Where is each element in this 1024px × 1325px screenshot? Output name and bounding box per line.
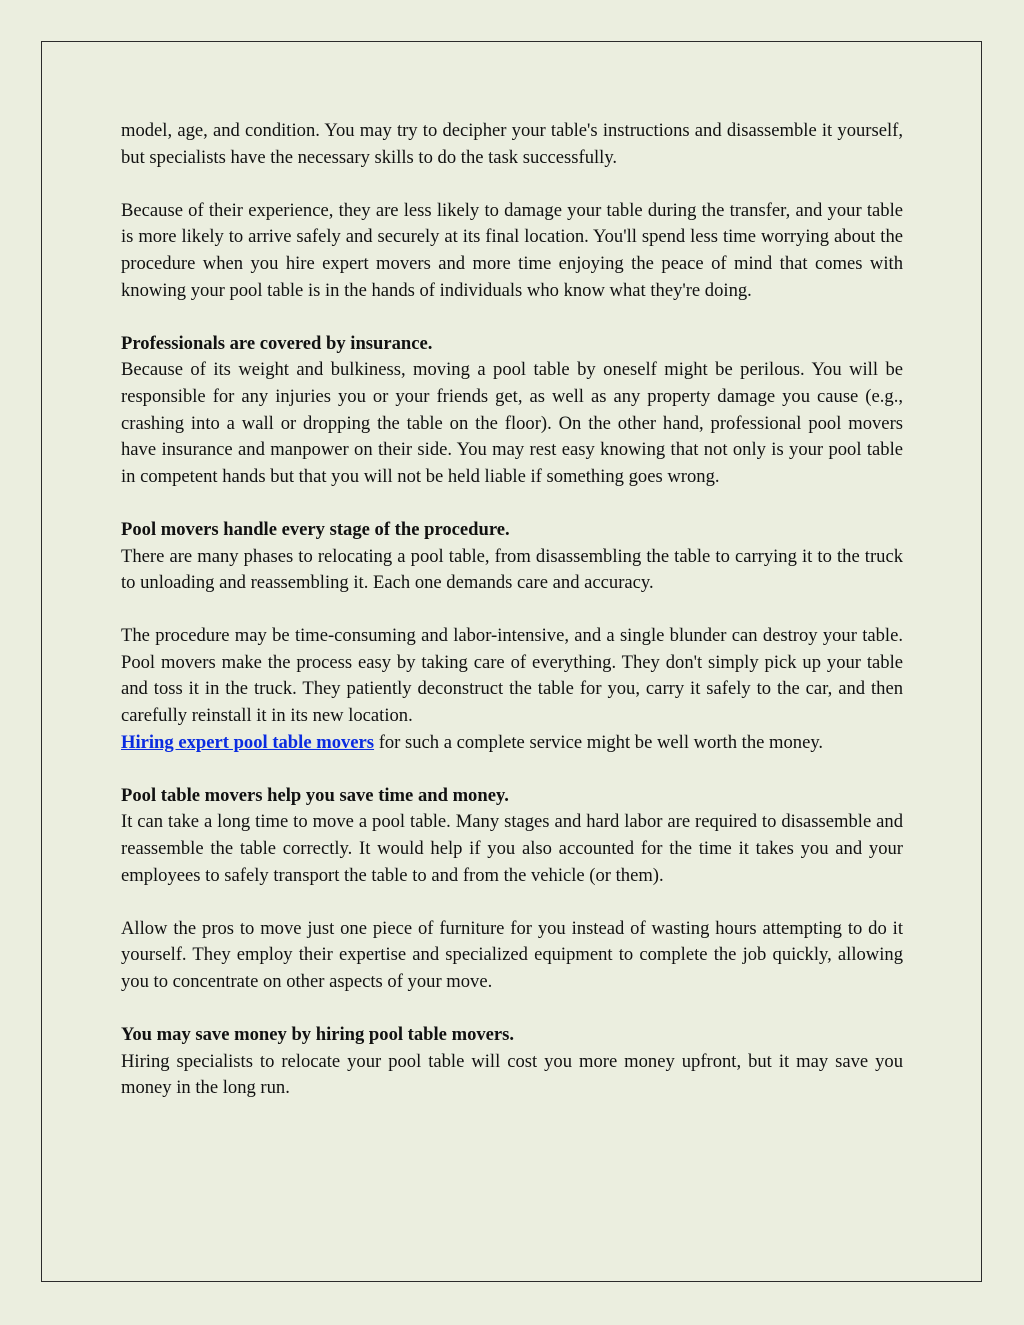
heading-every-stage: Pool movers handle every stage of the procedure.	[121, 518, 510, 540]
paragraph-allow-pros: Allow the pros to move just one piece of furniture for you instead of wasting hours attempting to do it yourself. They employ their expertise and specialized equipment to complete the job quickly, allowing you to concentrate on other aspects of your move.	[121, 917, 903, 992]
section-save-money	[121, 1022, 903, 1102]
paragraph-phases: There are many phases to relocating a pool table, from disassembling the table to carrying it to the truck to unloading and reassembling it. Each one demands care and accuracy.	[121, 545, 903, 594]
heading-insurance: Professionals are covered by insurance.	[121, 332, 433, 354]
paragraph-procedure-text: The procedure may be time-consuming and labor-intensive, and a single blunder can destroy your table. Pool movers make the process easy by taking care of everything. They don't simply pick up your table and toss it in the truck. They patiently deconstruct the table for you, carry it safely to the car, and then carefully reinstall it in its new location.	[121, 625, 903, 727]
link-tail-text: for such a complete service might be well worth the money.	[374, 731, 824, 753]
heading-save-money: You may save money by hiring pool table movers.	[121, 1024, 515, 1046]
paragraph-model-age: model, age, and condition. You may try to decipher your table's instructions and disassemble it yourself, but specialists have the necessary skills to do the task successfully.	[121, 120, 903, 168]
paragraph-insurance: Because of its weight and bulkiness, moving a pool table by oneself might be perilous. You will be responsible for any injuries you or your friends get, as well as any property damage you cause (e.g., crashing into a wall or dropping the table on the floor). On the other hand, professional pool movers have insurance and manpower on their side. You may rest easy knowing that not only is your pool table in competent hands but that you will not be held liable if something goes wrong.	[121, 359, 903, 487]
document-body	[121, 118, 903, 1129]
paragraph-specialists: Hiring specialists to relocate your pool table will cost you more money upfront, but it may save you money in the long run.	[121, 1050, 903, 1099]
section-every-stage	[121, 517, 903, 597]
hiring-movers-link[interactable]: Hiring expert pool table movers	[121, 731, 375, 753]
section-insurance	[121, 331, 903, 491]
heading-save-time: Pool table movers help you save time and money.	[121, 784, 509, 806]
paragraph-procedure	[121, 623, 903, 756]
paragraph-long-time: It can take a long time to move a pool table. Many stages and hard labor are required to disassemble and reassemble the table correctly. It would help if you also accounted for the time it takes you and your employees to safely transport the table to and from the vehicle (or them).	[121, 811, 903, 886]
paragraph-experience: Because of their experience, they are less likely to damage your table during the transfer, and your table is more likely to arrive safely and securely at its final location. You'll spend less time worrying about the procedure when you hire expert movers and more time enjoying the peace of mind that comes with knowing your pool table is in the hands of individuals who know what they're doing.	[121, 199, 903, 301]
section-save-time	[121, 783, 903, 889]
